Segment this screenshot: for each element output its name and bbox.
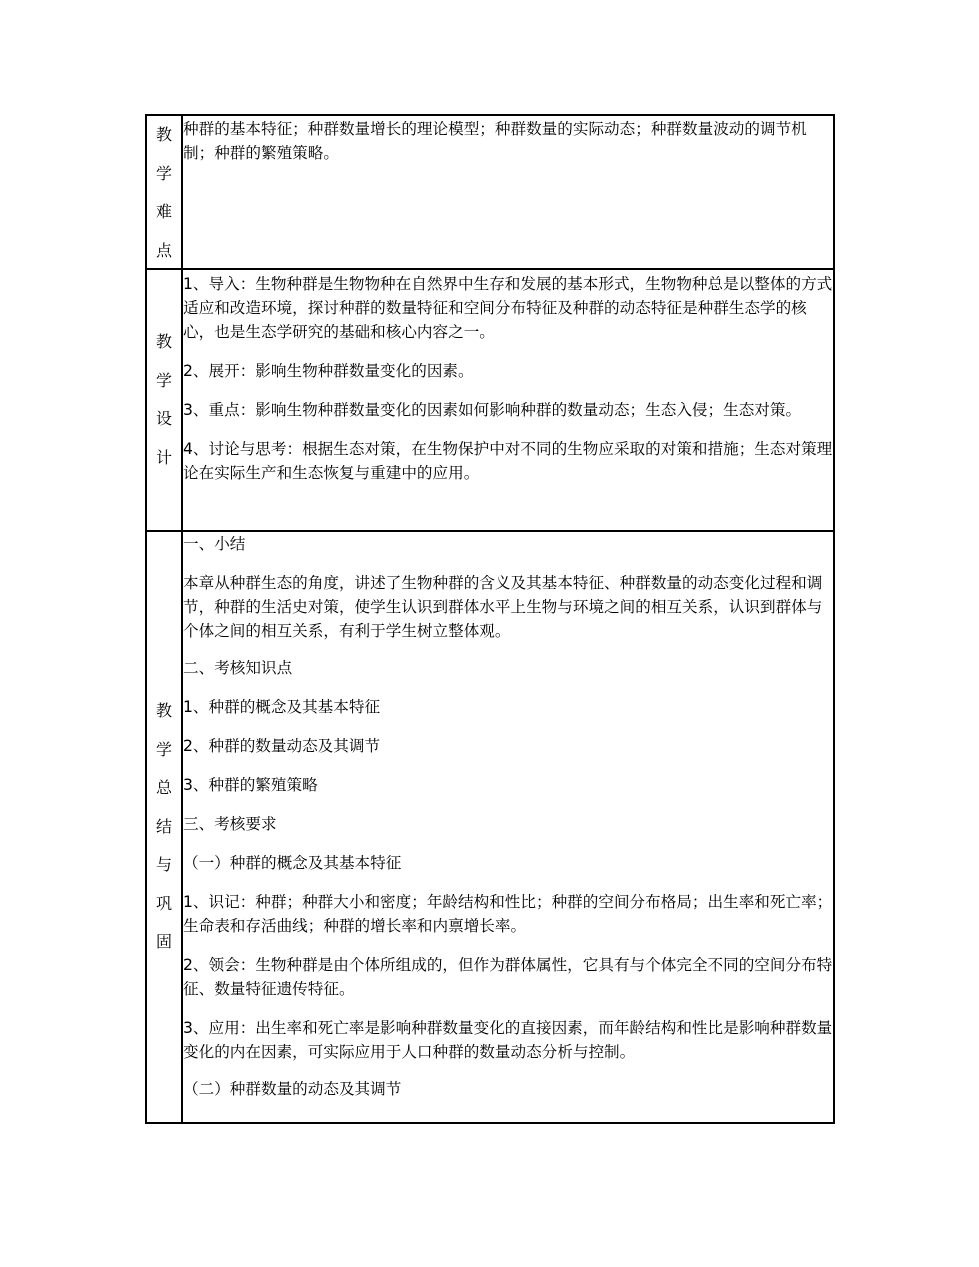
list-item: 1、种群的概念及其基本特征 <box>183 698 381 716</box>
label-char: 教 <box>155 125 172 144</box>
section-row-teaching-design <box>146 269 834 531</box>
label-char: 学 <box>155 739 172 759</box>
paragraph: 3、应用：出生率和死亡率是影响种群数量变化的直接因素，而年龄结构和性比是影响种群数量变化的内在因素，可实际应用于人口种群的数量动态分析与控制。 <box>183 1019 833 1061</box>
section-content-cell <box>182 115 834 269</box>
label-char: 学 <box>155 370 172 390</box>
subheading: （二）种群数量的动态及其调节 <box>183 1080 402 1098</box>
label-char: 设 <box>155 409 172 428</box>
section-label <box>147 116 181 268</box>
label-char: 学 <box>155 163 172 183</box>
label-char: 难 <box>155 202 172 221</box>
list-item: 2、种群的数量动态及其调节 <box>183 737 381 755</box>
label-char: 教 <box>155 701 172 721</box>
label-char: 点 <box>155 240 172 260</box>
subheading: （一）种群的概念及其基本特征 <box>183 854 402 872</box>
label-char: 固 <box>155 932 172 952</box>
label-char: 与 <box>155 855 172 875</box>
paragraph: 3、重点：影响生物种群数量变化的因素如何影响种群的数量动态；生态入侵；生态对策。 <box>183 401 802 419</box>
label-char: 计 <box>155 447 172 467</box>
paragraph: 1、导入：生物种群是生物物种在自然界中生存和发展的基本形式，生物物种总是以整体的方式适应和改造环境，探讨种群的数量特征和空间分布特征及种群的动态特征是种群生态学的核心，也是生态学研究的基础和核心内容之一。 <box>183 275 833 341</box>
section-label <box>147 532 181 1122</box>
heading-summary: 一、小结 <box>183 535 246 553</box>
section-label <box>147 270 181 530</box>
section-label-cell <box>146 269 182 531</box>
label-char: 总 <box>155 778 172 798</box>
paragraph: 本章从种群生态的角度，讲述了生物种群的含义及其基本特征、种群数量的动态变化过程和调节，种群的生活史对策，使学生认识到群体水平上生物与环境之间的相互关系，认识到群体与个体之间的相互关系，有利于学生树立整体观。 <box>183 574 823 640</box>
section-content-cell <box>182 269 834 531</box>
section-label-cell <box>146 531 182 1123</box>
label-char: 巩 <box>155 893 172 913</box>
paragraph: 2、展开：影响生物种群数量变化的因素。 <box>183 362 474 380</box>
section-row-teaching-difficulties <box>146 115 834 269</box>
paragraph: 4、讨论与思考：根据生态对策，在生物保护中对不同的生物应采取的对策和措施；生态对策理论在实际生产和生态恢复与重建中的应用。 <box>183 440 833 482</box>
section-content-cell <box>182 531 834 1123</box>
paragraph: 种群的基本特征；种群数量增长的理论模型；种群数量的实际动态；种群数量波动的调节机制；种群的繁殖策略。 <box>183 120 807 162</box>
label-char: 结 <box>155 816 172 836</box>
heading-requirements: 三、考核要求 <box>183 815 277 833</box>
section-label-cell <box>146 115 182 269</box>
lesson-plan-table <box>145 114 835 1124</box>
paragraph: 2、领会：生物种群是由个体所组成的，但作为群体属性，它具有与个体完全不同的空间分布特征、数量特征遗传特征。 <box>183 956 833 998</box>
paragraph: 1、识记：种群；种群大小和密度；年龄结构和性比；种群的空间分布格局；出生率和死亡率；生命表和存活曲线；种群的增长率和内禀增长率。 <box>183 893 833 935</box>
section-row-summary <box>146 531 834 1123</box>
heading-knowledge-points: 二、考核知识点 <box>183 659 293 677</box>
list-item: 3、种群的繁殖策略 <box>183 776 318 794</box>
label-char: 教 <box>155 332 172 351</box>
